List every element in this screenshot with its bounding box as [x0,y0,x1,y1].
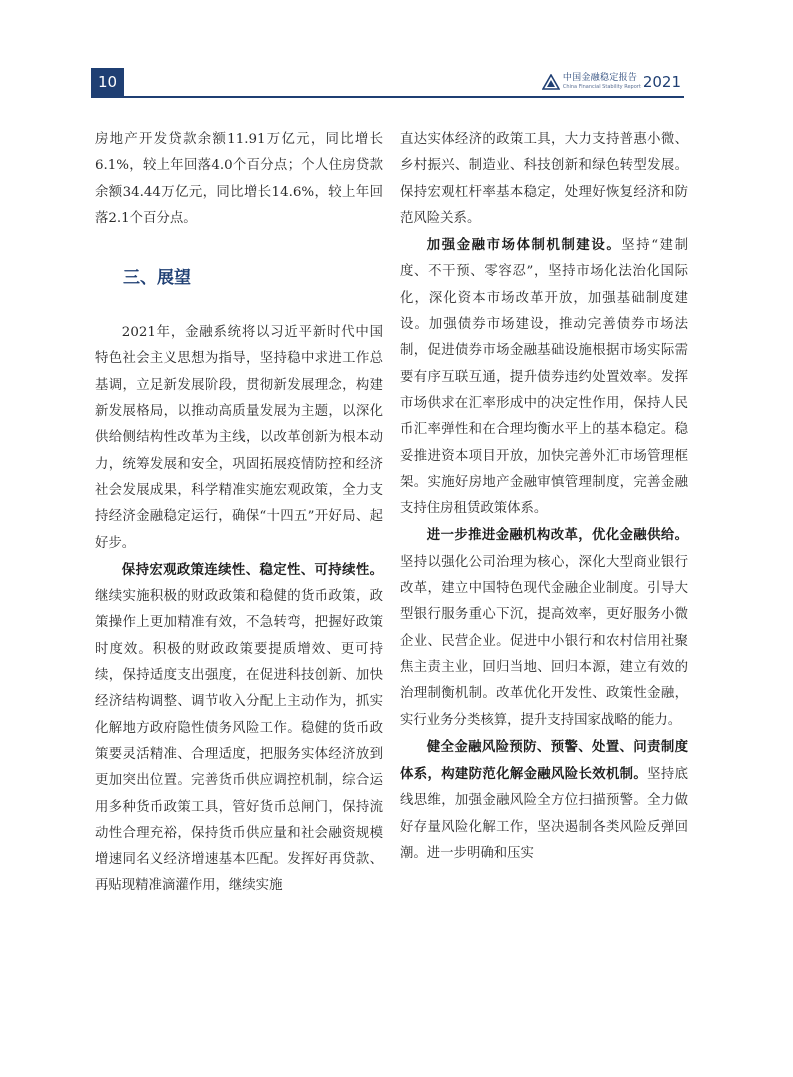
policy-body: 继续实施积极的财政政策和稳健的货币政策，政策操作上更加精准有效，不急转弯，把握好政策时度效。积极的财政政策要提质增效、更可持续，保持适度支出强度，在促进科技创新、加快经济结构调整、调节收入分配上主动作为，抓实化解地方政府隐性债务风险工作。稳健的货币政策要灵活精准、合理适度，把服务实体经济放到更加突出位置。完善货币供应调控机制，综合运用多种货币政策工具，管好货币总闸门，保持流动性合理充裕，保持货币供应量和社会融资规模增速同名义经济增速基本匹配。发挥好再贷款、再贴现精准滴灌作用，继续实施 [95,589,383,894]
report-brand [542,69,681,95]
reform-lead: 进一步推进金融机构改革，优化金融供给。 [426,527,688,544]
page-number: 10 [91,68,124,97]
risk-lead: 健全金融风险预防、预警、处置、问责制度体系，构建防范化解金融风险长效机制。 [400,738,688,783]
right-column [400,127,688,867]
report-title-en: China Financial Stability Report [562,84,641,90]
reform-body: 坚持以强化公司治理为核心，深化大型商业银行改革，建立中国特色现代金融企业制度。引导大型银行服务重心下沉，提高效率，更好服务小微企业、民营企业。促进中小银行和农村信用社聚焦主责主业，回归当地、回归本源，建立有效的治理制衡机制。改革优化开发性、政策性金融，实行业务分类核算，提升支持国家战略的能力。 [400,554,688,728]
policy-paragraph [95,557,383,900]
left-column [95,127,383,900]
report-title-zh: 中国金融稳定报告 [562,73,638,83]
risk-paragraph [400,734,688,867]
market-paragraph [400,232,688,522]
market-body: 坚持“建制度、不干预、零容忍”，坚持市场化法治化国际化，深化资本市场改革开放，加强基础制度建设。加强债券市场建设，推动完善债券市场法制，促进债券市场金融基础设施根据市场实际需要有序互联互通，提升债券违约处置效率。发挥市场供求在汇率形成中的决定性作用，保持人民币汇率弹性和在合理均衡水平上的基本稳定。稳妥推进资本项目开放，加快完善外汇市场管理框架。实施好房地产金融审慎管理制度，完善金融支持住房租赁政策体系。 [400,238,688,517]
header-rule [91,96,684,98]
market-lead: 加强金融市场体制机制建设。 [426,237,622,254]
section-title: 三、展望 [123,268,191,289]
report-year: 2021 [642,73,681,91]
reform-paragraph [400,522,688,733]
continued-paragraph: 直达实体经济的政策工具，大力支持普惠小微、乡村振兴、制造业、科技创新和绿色转型发展。保持宏观杠杆率基本稳定，处理好恢复经济和防范风险关系。 [400,132,688,226]
risk-body: 坚持底线思维，加强金融风险全方位扫描预警。全力做好存量风险化解工作，坚决遏制各类风险反弹回潮。进一步明确和压实 [400,767,689,862]
report-logo-icon [542,74,560,90]
policy-lead: 保持宏观政策连续性、稳定性、可持续性。 [121,561,383,578]
intro-paragraph: 房地产开发贷款余额11.91万亿元，同比增长6.1%，较上年回落4.0个百分点；个人住房贷款余额34.44万亿元，同比增长14.6%，较上年回落2.1个百分点。 [95,132,383,226]
outlook-paragraph: 2021年，金融系统将以习近平新时代中国特色社会主义思想为指导，坚持稳中求进工作总基调，立足新发展阶段，贯彻新发展理念，构建新发展格局，以推动高质量发展为主题，以深化供给侧结构性改革为主线，以改革创新为根本动力，统筹发展和安全，巩固拓展疫情防控和经济社会发展成果，科学精准实施宏观政策，全力支持经济金融稳定运行，确保“十四五”开好局、起好步。 [95,325,383,551]
